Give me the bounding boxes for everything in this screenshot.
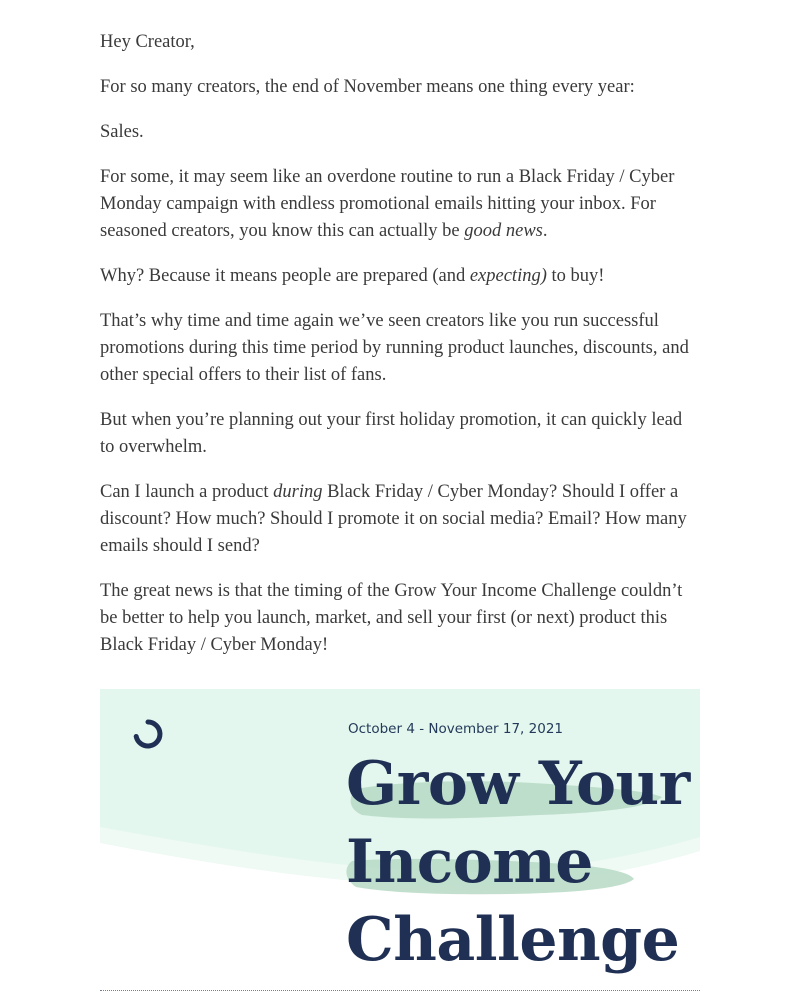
challenge-title-line-2: Income	[346, 827, 593, 897]
emphasis-during: during	[273, 482, 323, 502]
paragraph-questions	[100, 479, 700, 560]
challenge-title-line-3: Challenge	[346, 905, 680, 975]
paragraph-routine-end: .	[542, 221, 548, 241]
greeting: Hey Creator,	[100, 32, 195, 52]
emphasis-good-news: good news	[464, 221, 543, 241]
paragraph-why-end: to buy!	[546, 266, 605, 286]
email-body	[100, 29, 700, 677]
paragraph-why	[100, 263, 700, 290]
convertkit-logo-icon	[133, 719, 163, 749]
banner-divider	[100, 990, 700, 991]
paragraph-questions-text: Can I launch a product	[100, 482, 274, 502]
paragraph-sales: Sales.	[100, 122, 144, 142]
paragraph-intro: For so many creators, the end of November means one thing every year:	[100, 77, 635, 97]
paragraph-routine	[100, 164, 700, 245]
paragraph-successful-promotions: That’s why time and time again we’ve seen creators like you run successful promotions during this time period by running product launches, discounts, and other special offers to their list of fans.	[100, 311, 689, 385]
challenge-banner[interactable]	[100, 689, 700, 1000]
paragraph-routine-text: For some, it may seem like an overdone routine to run a Black Friday / Cyber Monday campaign with endless promotional emails hitting your inbox. For seasoned creators, you know this can actually be	[100, 167, 675, 241]
challenge-date-range: October 4 - November 17, 2021	[348, 721, 563, 737]
paragraph-why-text: Why? Because it means people are prepared (and	[100, 266, 470, 286]
emphasis-expecting: expecting)	[469, 266, 547, 286]
paragraph-overwhelm: But when you’re planning out your first holiday promotion, it can quickly lead to overwhelm.	[100, 410, 683, 457]
paragraph-great-news: The great news is that the timing of the Grow Your Income Challenge couldn’t be better to help you launch, market, and sell your first (or next) product this Black Friday / Cyber Monday!	[100, 581, 683, 655]
challenge-title	[346, 745, 696, 979]
paragraph-questions-end: Black Friday / Cyber Monday? Should I offer a discount? How much? Should I promote it on social media? Email? How many emails should I send?	[100, 482, 687, 556]
challenge-title-line-1: Grow Your	[346, 749, 690, 819]
